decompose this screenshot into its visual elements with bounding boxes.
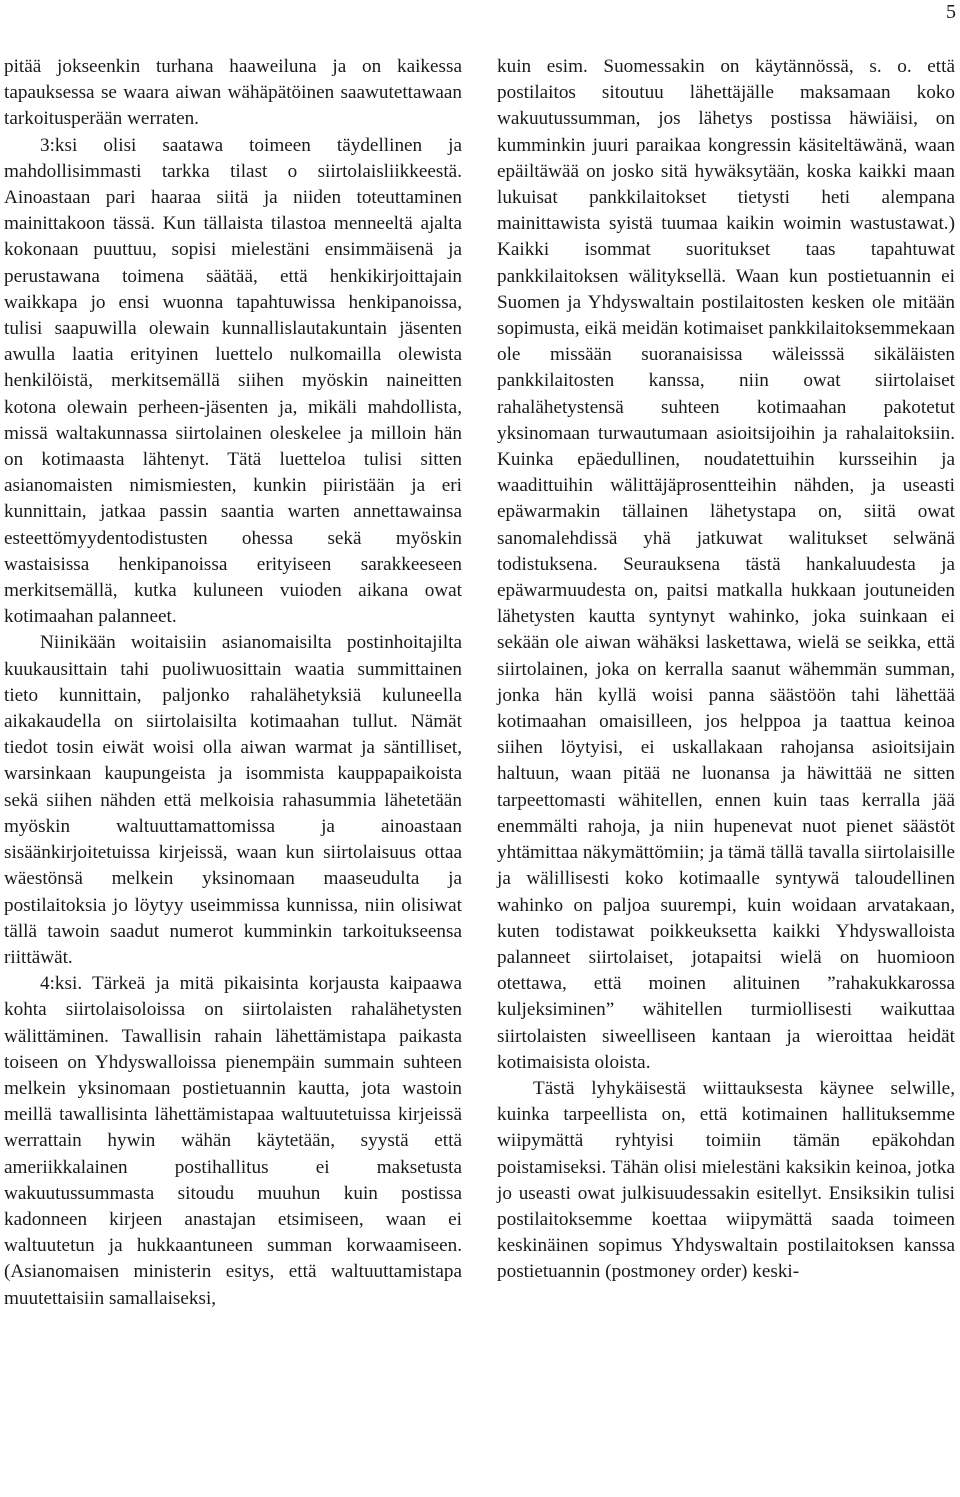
paragraph: pitää jokseenkin turhana haaweiluna ja on kaikessa tapauksessa se waara aiwan wähäpätöinen saawutettawaan tarkoitusperään werraten.	[4, 56, 462, 130]
paragraph: 4:ksi. Tärkeä ja mitä pikaisinta korjausta kaipaawa kohta siirtolaisoloissa on siirtolaisten rahalähetysten wälittäminen. Tawallisin rahain lähettämistapa paikasta toiseen on Yhdyswalloissa pienempäin summain suhteen melkein yksinomaan postietuannin kautta, jota wastoin meillä tawallisinta lähettämistapaa waltuutetuissa kirjeissä werrattain hywin wähän käytetään, syystä että ameriikkalainen postihallitus ei maksetusta wakuutussummasta sitoudu muuhun kuin postissa kadonneen kirjeen anastajan etsimiseen, waan ei waltuutetun ja hukkaantuneen summan korwaamiseen. (Asianomaisen ministerin esitys, että waltuuttamistapa muutettaisiin samallaiseksi,	[4, 973, 462, 1309]
paragraph: 3:ksi olisi saatawa toimeen täydellinen ja mahdollisimmasti tarkka tilast o siirtolaisliikkeestä. Ainoastaan pari haaraa siitä ja niiden toteuttaminen mainittakoon tässä. Kun tällaista tilastoa menneeltä ajalta kokonaan puuttuu, sopisi mielestäni ensimmäisenä ja perustawana toimena säätää, että henkikirjoittajain waikkapa jo ensi wuonna tapahtuwissa henkipanoissa, tulisi saapuwilla olewain kunnallislautakuntain jäsenten awulla laatia erityinen luettelo nulkomailla olewista henkilöistä, merkitsemällä siihen myöskin naineitten kotona olewain perheen-jäsenten ja, mikäli mahdollista, missä waltakunnassa siirtolainen oleskelee ja milloin hän on kotimaasta lähtenyt. Tätä luetteloa tulisi sitten asianomaisten nimismiesten, kunkin piiristään ja eri kunnittain, jatkaa passin saantia warten annettawainsa esteettömyydentodistusten ohessa sekä myöskin wastaisissa henkipanoissa erityiseen sarakkeeseen merkitsemällä, kutka kuluneen vuioden aikana owat kotimaahan palanneet.	[4, 134, 462, 628]
paragraph: kuin esim. Suomessakin on käytännössä, s. o. että postilaitos sitoutuu lähettäjälle maksamaan koko wakuutussumman, jos lähetys postissa häwiäisi, on kumminkin juuri paraikaa kongressin käsiteltäwänä, waan epäiltäwää on josko sitä hywäksytään, koska kaikki maan lukuisat pankkilaitokset tietysti heti alempana mainittawista syistä tuumaa kaikin woimin wastustawat.) Kaikki isommat suoritukset taas tapahtuwat pankkilaitoksen wälityksellä. Waan kun postietuannin ei Suomen ja Yhdyswaltain postilaitosten kesken ole mitään sopimusta, eikä meidän kotimaiset pankkilaitoksemmekaan ole missään suoranaisissa wäleisssä sikäläisten pankkilaitosten kanssa, niin owat siirtolaiset rahalähetystensä suhteen kotimaahan pakotetut yksinomaan turwautumaan asioitsijoihin ja rahalaitoksiin. Kuinka epäedullinen, noudatettuihin kursseihin ja waadittuihin wälittäjäprosentteihin nähden, ja useasti epäwarmakin tällainen lähetystapa on, siitä owat sanomalehdissä yhä jatkuwat walitukset selwänä todistuksena. Seurauksena tästä hankaluudesta ja epäwarmuudesta on, paitsi matkalla hukkaan joutuneiden lähetysten kautta syntynyt wahinko, joka suinkaan ei sekään ole aiwan wähäksi laskettawa, wielä se seikka, että siirtolainen, joka on kerralla saanut wähemmän summan, jonka hän kyllä woisi panna säästöön tahi lähettää kotimaahan omaisilleen, jos helppoa ja taattua keinoa siihen löytyisi, ei uskallakaan rahojansa asioitsijain haltuun, waan pitää ne luonansa ja häwittää ne sitten tarpeettomasti wähitellen, ennen kuin taas kerralla jää enemmälti rahoja, ja niin hupenevat nuot pienet säästöt yhtämittaa näkymättömiin; ja tämä tällä tavalla siirtolaisille ja wälillisesti koko kotimaalle syntywä taloudellinen wahinko on paljoa suurempi, kuin woidaan arvatakaan, kuten todistawat poikkeuksetta kaikki Yhdyswalloista palanneet siirtolaiset, jotapaitsi wielä on huomioon otettawa, että moinen alituinen ”rahakukkarossa kuljeksiminen” wähitellen turmiollisesti waikuttaa siirtolaisten siweelliseen kantaan ja wieroittaa heidät kotimaisista oloista.	[497, 56, 955, 1073]
paragraph: Tästä lyhykäisestä wiittauksesta käynee selwille, kuinka tarpeellista on, että kotimainen hallituksemme wiipymättä ryhtyisi toimiin tämän epäkohdan poistamiseksi. Tähän olisi mielestäni kaksikin keinoa, jotka jo useasti owat julkisuudessakin esitellyt. Ensiksikin tulisi postilaitoksemme koettaa wiipymättä saada toimeen keskinäinen sopimus Yhdyswaltain postilaitoksen kanssa postietuannin (postmoney order) keski-	[497, 1077, 955, 1283]
paragraph: Niinikään woitaisiin asianomaisilta postinhoitajilta kuukausittain tahi puoliwuosittain waatia summittainen tieto kunnittain, paljonko rahalähetyksiä kuluneella aikakaudella on siirtolaisilta kotimaahan tullut. Nämät tiedot tosin eiwät woisi olla aiwan warmat ja säntilliset, warsinkaan kaupungeista ja isommista kauppapaikoista sekä siihen nähden että melkoisia rahasummia lähetetään myöskin waltuuttamattomissa ja ainoastaan sisäänkirjoitetuissa kirjeissä, waan kun siirtolaisuus ottaa wäestönsä melkein yksinomaan maaseudulta ja postilaitoksia jo löytyy useimmissa kunnissa, niin olisiwat tällä tawoin saadut numerot kumminkin tarkoitukseensa riittäwät.	[4, 632, 462, 968]
left-column	[4, 54, 462, 1312]
page-number: 5	[946, 1, 956, 23]
right-column	[497, 54, 955, 1286]
